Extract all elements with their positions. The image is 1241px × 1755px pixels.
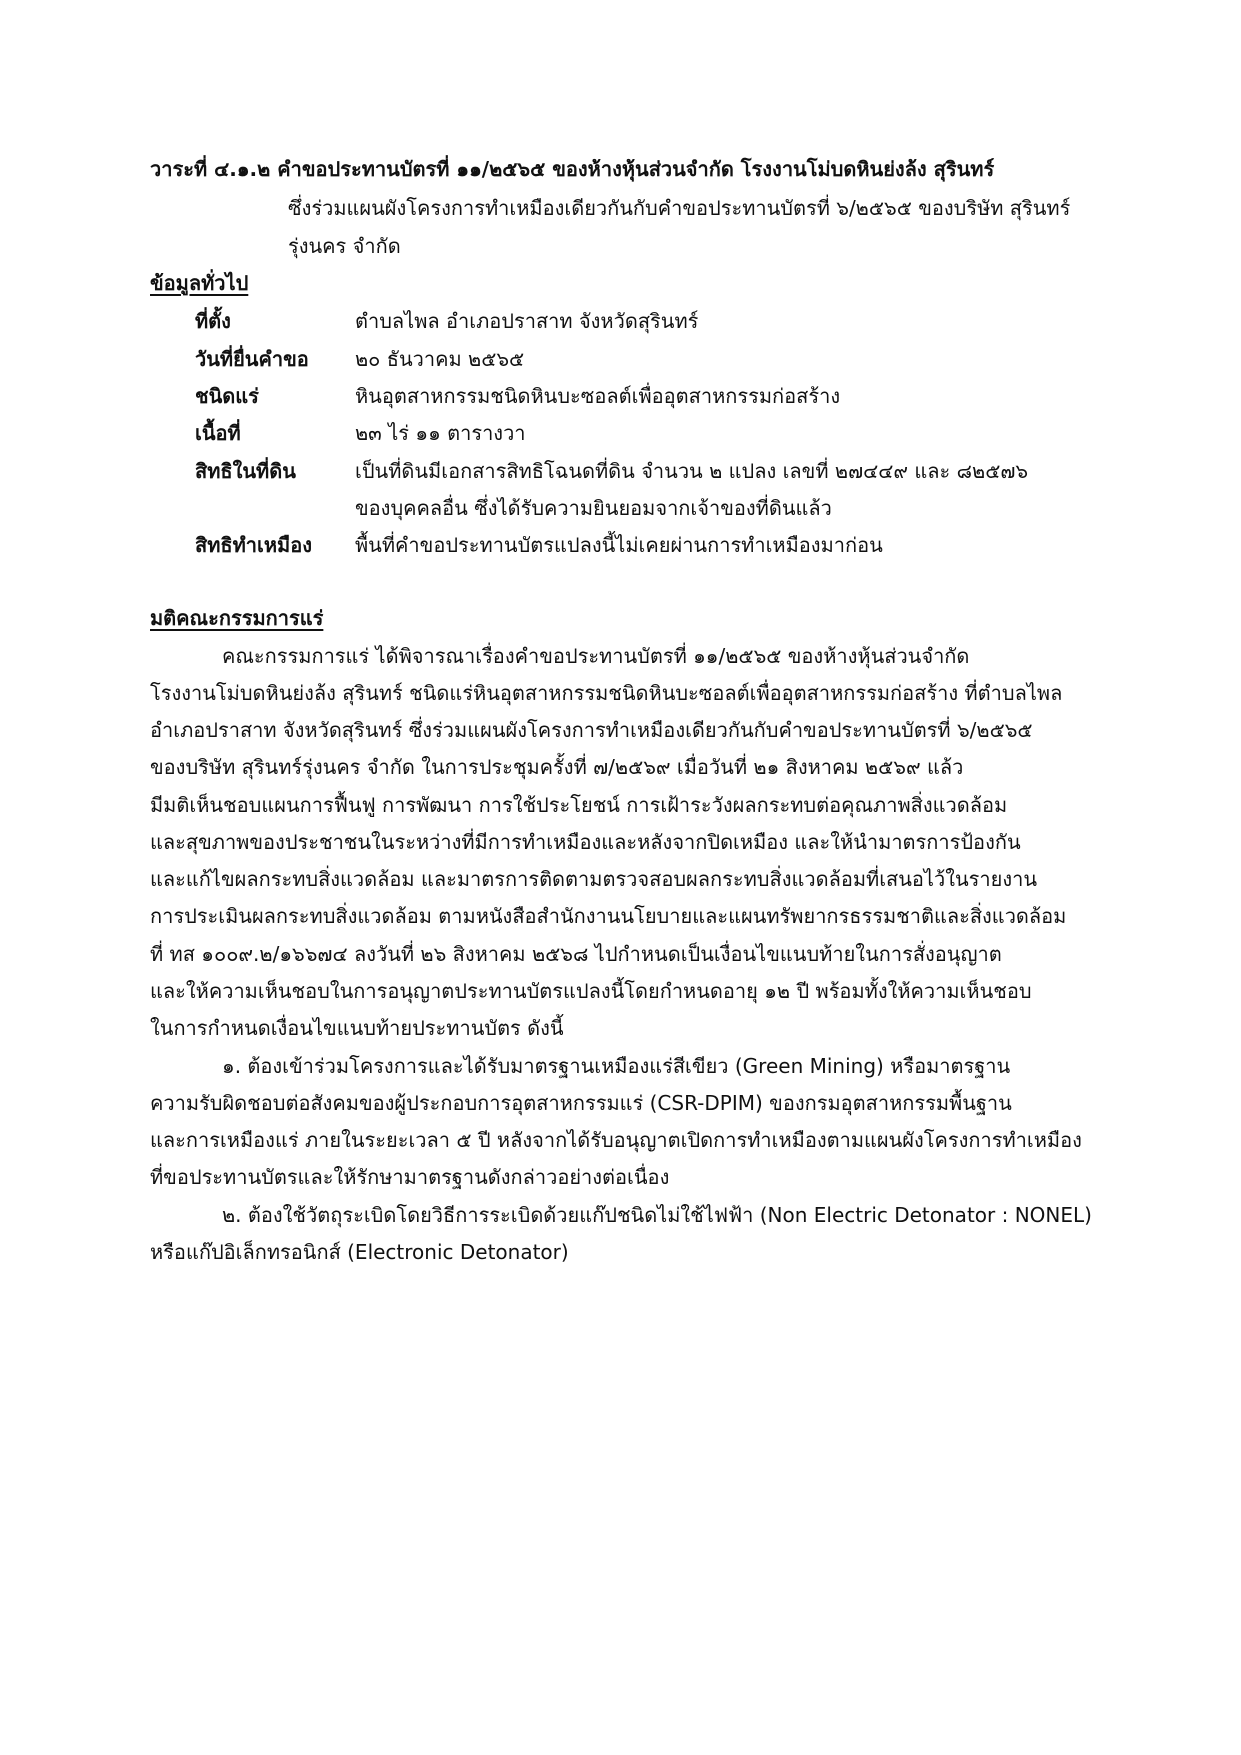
condition-1-line: ๑. ต้องเข้าร่วมโครงการและได้รับมาตรฐานเหมืองแร่สีเขียว (Green Mining) หรือมาตรฐาน <box>222 1054 1011 1078</box>
resolution-line: ที่ ทส ๑๐๐๙.๒/๑๖๖๗๔ ลงวันที่ ๒๖ สิงหาคม ๒๕๖๘ ไปกำหนดเป็นเงื่อนไขแนบท้ายในการสั่งอนุญาต <box>150 942 1002 966</box>
resolution-line: และสุขภาพของประชาชนในระหว่างที่มีการทำเหมืองและหลังจากปิดเหมือง และให้นำมาตรการป้องกัน <box>150 830 1021 854</box>
resolution-line: ของบริษัท สุรินทร์รุ่งนคร จำกัด ในการประชุมครั้งที่ ๗/๒๕๖๙ เมื่อวันที่ ๒๑ สิงหาคม ๒๕๖๙ แล้ว <box>150 755 964 779</box>
agenda-heading: วาระที่ ๔.๑.๒ คำขอประทานบัตรที่ ๑๑/๒๕๖๕ ของห้างหุ้นส่วนจำกัด โรงงานโม่บดหินย่งล้ง สุรินทร์ <box>150 157 995 181</box>
condition-2-line: หรือแก๊ปอิเล็กทรอนิกส์ (Electronic Detonator) <box>150 1240 569 1264</box>
resolution-line: โรงงานโม่บดหินย่งล้ง สุรินทร์ ชนิดแร่หินอุตสาหกรรมชนิดหินบะซอลต์เพื่ออุตสาหกรรมก่อสร้าง ที่ตำบลไพล <box>150 681 1063 705</box>
resolution-line: คณะกรรมการแร่ ได้พิจารณาเรื่องคำขอประทานบัตรที่ ๑๑/๒๕๖๕ ของห้างหุ้นส่วนจำกัด <box>222 644 970 668</box>
resolution-line: ในการกำหนดเงื่อนไขแนบท้ายประทานบัตร ดังนี้ <box>150 1016 564 1040</box>
resolution-line: การประเมินผลกระทบสิ่งแวดล้อม ตามหนังสือสำนักงานนโยบายและแผนทรัพยากรธรรมชาติและสิ่งแวดล้อม <box>150 904 1067 928</box>
resolution-line: อำเภอปราสาท จังหวัดสุรินทร์ ซึ่งร่วมแผนผังโครงการทำเหมืองเดียวกันกับคำขอประทานบัตรที่ ๖/๒๕๖๕ <box>150 718 1033 742</box>
info-value-mining-rights: พื้นที่คำขอประทานบัตรแปลงนี้ไม่เคยผ่านการทำเหมืองมาก่อน <box>355 533 883 557</box>
general-info-title: ข้อมูลทั่วไป <box>150 271 249 295</box>
condition-1-line: และการเหมืองแร่ ภายในระยะเวลา ๕ ปี หลังจากได้รับอนุญาตเปิดการทำเหมืองตามแผนผังโครงการทำเหมือง <box>150 1128 1082 1152</box>
condition-1-line: ที่ขอประทานบัตรและให้รักษามาตรฐานดังกล่าวอย่างต่อเนื่อง <box>150 1165 670 1189</box>
resolution-title: มติคณะกรรมการแร่ <box>150 606 324 630</box>
info-value-location: ตำบลไพล อำเภอปราสาท จังหวัดสุรินทร์ <box>355 309 699 333</box>
resolution-line: มีมติเห็นชอบแผนการฟื้นฟู การพัฒนา การใช้ประโยชน์ การเฝ้าระวังผลกระทบต่อคุณภาพสิ่งแวดล้อม <box>150 793 1008 817</box>
info-value-land-rights: เป็นที่ดินมีเอกสารสิทธิโฉนดที่ดิน จำนวน ๒ แปลง เลขที่ ๒๗๔๔๙ และ ๘๒๕๗๖ <box>355 459 1029 483</box>
resolution-line: และให้ความเห็นชอบในการอนุญาตประทานบัตรแปลงนี้โดยกำหนดอายุ ๑๒ ปี พร้อมทั้งให้ความเห็นชอบ <box>150 979 1032 1003</box>
info-label-location: ที่ตั้ง <box>195 309 231 333</box>
resolution-line: และแก้ไขผลกระทบสิ่งแวดล้อม และมาตรการติดตามตรวจสอบผลกระทบสิ่งแวดล้อมที่เสนอไว้ในรายงาน <box>150 867 1038 891</box>
info-label-area: เนื้อที่ <box>195 421 241 445</box>
info-label-land-rights: สิทธิในที่ดิน <box>195 459 296 483</box>
info-value-land-rights-cont: ของบุคคลอื่น ซึ่งได้รับความยินยอมจากเจ้าของที่ดินแล้ว <box>355 496 832 520</box>
condition-2-line: ๒. ต้องใช้วัตถุระเบิดโดยวิธีการระเบิดด้วยแก๊ปชนิดไม่ใช้ไฟฟ้า (Non Electric Detonator : NONEL) <box>222 1203 1092 1227</box>
info-label-mineral-type: ชนิดแร่ <box>195 384 259 408</box>
info-value-area: ๒๓ ไร่ ๑๑ ตารางวา <box>355 421 526 445</box>
info-value-filing-date: ๒๐ ธันวาคม ๒๕๖๕ <box>355 347 525 371</box>
condition-1-line: ความรับผิดชอบต่อสังคมของผู้ประกอบการอุตสาหกรรมแร่ (CSR-DPIM) ของกรมอุตสาหกรรมพื้นฐาน <box>150 1091 1012 1115</box>
info-label-mining-rights: สิทธิทำเหมือง <box>195 533 312 557</box>
agenda-heading-cont-1: ซึ่งร่วมแผนผังโครงการทำเหมืองเดียวกันกับคำขอประทานบัตรที่ ๖/๒๕๖๕ ของบริษัท สุรินทร์ <box>288 196 1071 220</box>
info-label-filing-date: วันที่ยื่นคำขอ <box>195 347 309 371</box>
agenda-heading-cont-2: รุ่งนคร จำกัด <box>288 234 401 258</box>
info-value-mineral-type: หินอุตสาหกรรมชนิดหินบะซอลต์เพื่ออุตสาหกรรมก่อสร้าง <box>355 384 841 408</box>
